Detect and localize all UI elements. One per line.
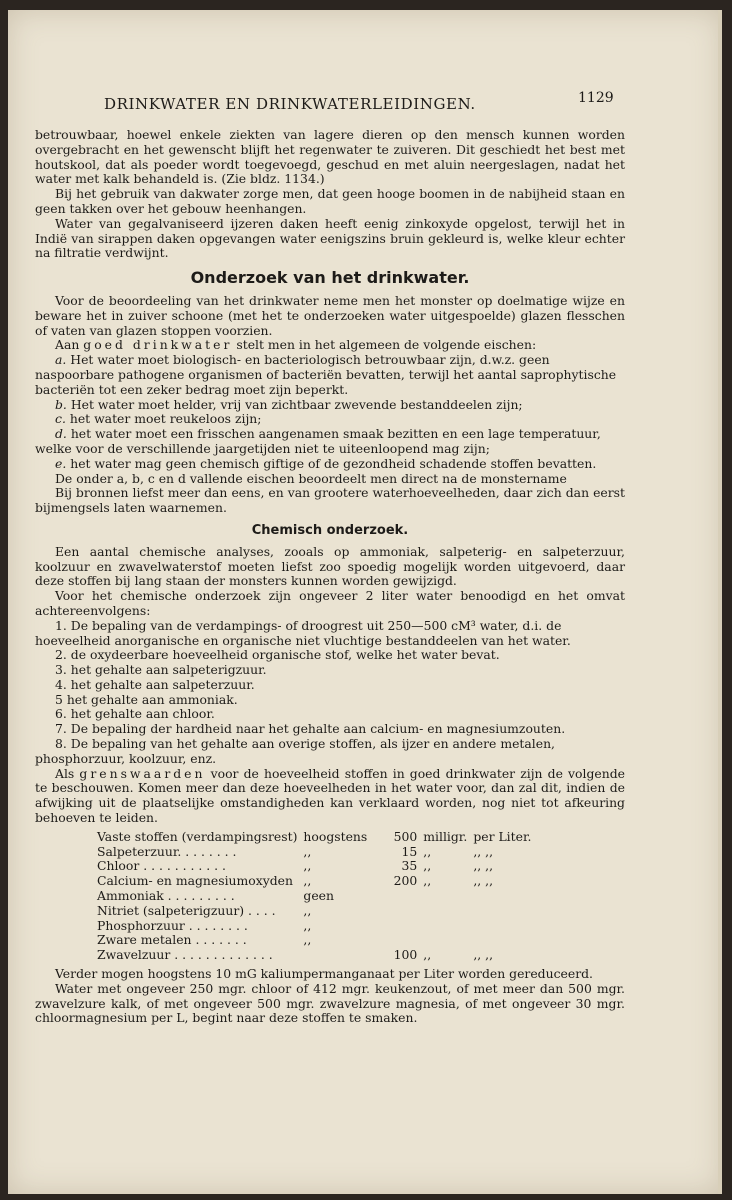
limit-name: Salpeterzuur. . . . . . . . bbox=[97, 843, 237, 859]
limit-per: per Liter. bbox=[473, 828, 532, 844]
limit-per bbox=[473, 904, 537, 919]
item-text: het water mag geen chemisch giftige of de gezondheid schadende stoffen bevatten. bbox=[70, 455, 597, 471]
limit-name: Chloor . . . . . . . . . . . bbox=[97, 858, 226, 874]
list-item: 3. het gehalte aan salpeterigzuur. bbox=[55, 662, 267, 678]
limit-qualifier: ,, bbox=[303, 917, 312, 933]
list-item: 6. het gehalte aan chloor. bbox=[55, 706, 215, 722]
table-row bbox=[97, 948, 537, 963]
item-marker: b. bbox=[55, 396, 67, 412]
subsection-heading: Chemisch onderzoek. bbox=[251, 522, 409, 538]
limits-paragraph bbox=[35, 767, 625, 826]
limit-unit: ,, bbox=[423, 873, 432, 889]
limit-qualifier: ,, bbox=[303, 858, 312, 874]
page-body bbox=[35, 128, 625, 1026]
intro-paragraph-1: betrouwbaar, hoewel enkele ziekten van lagere dieren op den mensch kunnen worden overgebracht en het gewenscht blijft het regenwater te zuiveren. Dit geschiedt het best met houtskool, dat als poeder wordt toegevoegd, geschud en met aluin neergeslagen, nadat het water met kalk behandeld is. (Zie bldz. 1134.) bbox=[35, 127, 625, 187]
limit-value: 200 bbox=[393, 873, 418, 889]
list-item: 7. De bepaling der hardheid naar het gehalte aan calcium- en magnesiumzouten. bbox=[55, 721, 566, 737]
paragraph-lead: Als bbox=[55, 765, 75, 781]
table-row bbox=[97, 859, 537, 874]
limit-value: 35 bbox=[401, 858, 418, 874]
item-text: het water moet een frisschen aangenamen smaak bezitten en een lage temperatuur, welke voor de verschillende jaargetijden niet te uiteenloopend mag zijn; bbox=[35, 426, 601, 456]
limit-unit: ,, bbox=[423, 858, 432, 874]
limits-table bbox=[97, 830, 537, 963]
section-paragraph-2 bbox=[35, 338, 625, 353]
list-item: 2. de oxydeerbare hoeveelheid organische stof, welke het water bevat. bbox=[55, 647, 500, 663]
limit-qualifier: ,, bbox=[303, 843, 312, 859]
item-marker: a. bbox=[55, 352, 67, 368]
table-row bbox=[97, 919, 537, 934]
final-paragraph-2: Water met ongeveer 250 mgr. chloor of 412 mgr. keukenzout, of met meer dan 500 mgr. zwavelzure kalk, of met ongeveer 500 mgr. zwavelzure magnesia, of met ongeveer 30 mgr. chloormagnesium per L, begint naar deze stoffen te smaken. bbox=[35, 980, 625, 1026]
page-edge bbox=[718, 10, 722, 1194]
limit-name: Nitriet (salpeterigzuur) . . . . bbox=[97, 902, 276, 918]
final-paragraph-1: Verder mogen hoogstens 10 mG kaliumpermanganaat per Liter worden gereduceerd. bbox=[55, 966, 593, 982]
list-item: 1. De bepaling van de verdampings- of droogrest uit 250—500 cM³ water, d.i. de hoeveelheid anorganische en organische niet vluchtige bestanddeelen van het water. bbox=[35, 617, 571, 648]
list-item: 5 het gehalte aan ammoniak. bbox=[55, 691, 238, 707]
analyses-list bbox=[35, 619, 625, 767]
limit-unit: ,, bbox=[423, 843, 432, 859]
list-item bbox=[35, 412, 625, 427]
limit-per bbox=[473, 919, 537, 934]
limit-qualifier: ,, bbox=[303, 902, 312, 918]
limit-name: Calcium- en magnesiumoxyden bbox=[97, 873, 293, 889]
section-paragraph-4: Bij bronnen liefst meer dan eens, en van grootere waterhoeveelheden, daar zich dan eerst bijmengsels laten waarnemen. bbox=[35, 485, 625, 516]
limit-name: Zware metalen . . . . . . . bbox=[97, 932, 247, 948]
list-item bbox=[35, 398, 625, 413]
table-row bbox=[97, 889, 537, 904]
item-marker: d. bbox=[55, 426, 67, 442]
book-page bbox=[8, 10, 722, 1194]
limit-unit bbox=[423, 919, 473, 934]
limit-value: 15 bbox=[401, 843, 418, 859]
item-marker: c. bbox=[55, 411, 66, 427]
limit-per bbox=[473, 933, 537, 948]
section-paragraph-3: De onder a, b, c en d vallende eischen beoordeelt men direct na de monstername bbox=[55, 470, 567, 486]
requirements-list bbox=[35, 353, 625, 471]
limit-qualifier: hoogstens bbox=[303, 828, 368, 844]
limit-per: ,, ,, bbox=[473, 947, 494, 963]
intro-paragraph-2: Bij het gebruik van dakwater zorge men, dat geen hooge boomen in de nabijheid staan en geen takken over het gebouw heenhangen. bbox=[35, 186, 625, 216]
limit-value bbox=[373, 904, 423, 919]
limit-unit bbox=[423, 904, 473, 919]
table-row bbox=[97, 874, 537, 889]
list-item bbox=[35, 427, 625, 457]
limit-unit: ,, bbox=[423, 947, 432, 963]
list-item: 4. het gehalte aan salpeterzuur. bbox=[55, 676, 255, 692]
list-item bbox=[35, 353, 625, 397]
paragraph-lead: Aan bbox=[55, 337, 80, 353]
limit-name: Ammoniak . . . . . . . . . bbox=[97, 888, 235, 904]
table-row bbox=[97, 933, 537, 948]
table-row bbox=[97, 904, 537, 919]
item-text: het water moet reukeloos zijn; bbox=[69, 411, 262, 427]
limit-per: ,, ,, bbox=[473, 843, 494, 859]
limit-name: Vaste stoffen (verdampingsrest) bbox=[97, 828, 298, 844]
page-number: 1129 bbox=[578, 90, 614, 106]
intro-paragraph-3: Water van gegalvaniseerd ijzeren daken heeft eenig zinkoxyde opgelost, terwijl het in Indië van sirappen daken opgevangen water eenigszins bruin gekleurd is, welke kleur echter na filtratie verdwijnt. bbox=[35, 215, 625, 261]
item-text: Het water moet helder, vrij van zichtbaar zwevende bestanddeelen zijn; bbox=[70, 396, 523, 412]
limit-name: Phosphorzuur . . . . . . . . bbox=[97, 917, 248, 933]
limit-per: ,, ,, bbox=[473, 873, 494, 889]
subsection-paragraph-2: Voor het chemische onderzoek zijn ongeveer 2 liter water benoodigd en het omvat achtereenvolgens: bbox=[35, 588, 625, 618]
section-heading: Onderzoek van het drinkwater. bbox=[190, 268, 470, 288]
limit-qualifier: ,, bbox=[303, 932, 312, 948]
item-text: Het water moet biologisch- en bacteriologisch betrouwbaar zijn, d.w.z. geen naspoorbare pathogene organismen of bacteriën bevatten, terwijl het aantal saprophytische bacteriën tot een zeker bedrag moet zijn beperkt. bbox=[35, 352, 617, 397]
limit-per: ,, ,, bbox=[473, 858, 494, 874]
emphasis-spaced: grenswaarden bbox=[79, 765, 206, 781]
running-head: DRINKWATER EN DRINKWATERLEIDINGEN. bbox=[104, 95, 476, 113]
paragraph-rest: voor de hoeveelheid stoffen in goed drinkwater zijn de volgende te beschouwen. Komen meer dan deze hoeveelheden in het water voor, dan zal dit, indien de afwijking uit de plaatselijke omstandigheden kan verklaard worden, nog niet tot afkeuring behoeven te leiden. bbox=[35, 765, 625, 826]
section-paragraph-1: Voor de beoordeeling van het drinkwater neme men het monster op doelmatige wijze en beware het in zuiver schoone (met het te onderzoeken water uitgespoelde) glazen flesschen of vaten van glazen stoppen voorzien. bbox=[35, 292, 625, 338]
limit-value: 500 bbox=[393, 828, 418, 844]
paragraph-rest: stelt men in het algemeen de volgende eischen: bbox=[236, 337, 537, 353]
table-row bbox=[97, 845, 537, 860]
limit-unit bbox=[423, 933, 473, 948]
limit-unit: milligr. bbox=[423, 828, 468, 844]
limit-qualifier: geen bbox=[303, 888, 334, 904]
limit-unit bbox=[423, 889, 473, 904]
emphasis-spaced: goed drinkwater bbox=[83, 337, 233, 353]
list-item bbox=[35, 457, 625, 472]
limit-qualifier: ,, bbox=[303, 873, 312, 889]
item-marker: e. bbox=[55, 455, 67, 471]
limits-table-body bbox=[97, 830, 537, 963]
limit-qualifier bbox=[303, 948, 373, 963]
limit-value bbox=[373, 889, 423, 904]
subsection-paragraph-1: Een aantal chemische analyses, zooals op ammoniak, salpeterig- en salpeterzuur, koolzuur en zwavelwaterstof moeten liefst zoo spoedig mogelijk worden uitgevoerd, daar deze stoffen bij lang staan der monsters kunnen worden gewijzigd. bbox=[35, 543, 625, 589]
limit-name: Zwavelzuur . . . . . . . . . . . . . bbox=[97, 947, 273, 963]
table-row bbox=[97, 830, 537, 845]
list-item: 8. De bepaling van het gehalte aan overige stoffen, als ijzer en andere metalen, phosphorzuur, koolzuur, enz. bbox=[35, 736, 555, 766]
limit-per bbox=[473, 889, 537, 904]
limit-value bbox=[373, 933, 423, 948]
limit-value: 100 bbox=[393, 947, 418, 963]
limit-value bbox=[373, 919, 423, 934]
